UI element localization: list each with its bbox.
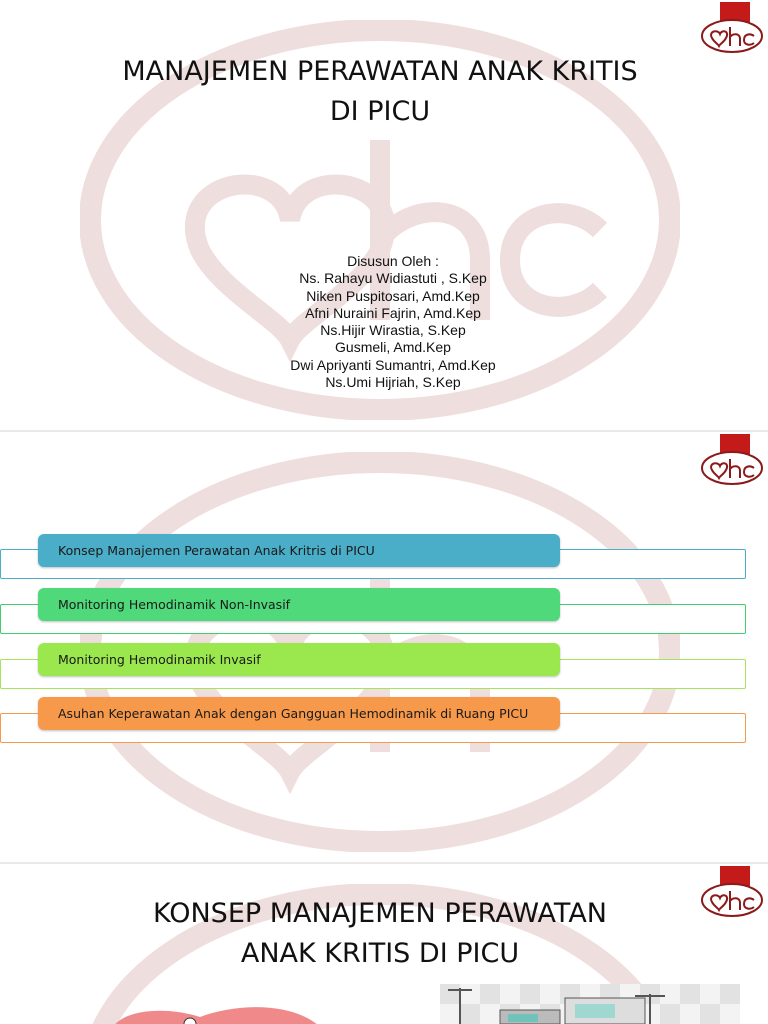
ihc-logo-icon	[700, 446, 764, 486]
slide-title	[0, 0, 768, 430]
outline-item-3[interactable]: Monitoring Hemodinamik Invasif	[38, 643, 560, 676]
author-list	[0, 253, 768, 391]
author-line: Dwi Apriyanti Sumantri, Amd.Kep	[290, 356, 496, 373]
outline-item-4[interactable]: Asuhan Keperawatan Anak dengan Gangguan Hemodinamik di Ruang PICU	[38, 697, 560, 730]
author-line: Disusun Oleh :	[347, 253, 439, 269]
ihc-logo	[700, 2, 764, 58]
ihc-logo	[700, 434, 764, 490]
slide-outline	[0, 432, 768, 862]
slide-section	[0, 864, 768, 1024]
author-line: Ns.Umi Hijriah, S.Kep	[325, 374, 461, 391]
title-line: KONSEP MANAJEMEN PERAWATAN	[153, 898, 607, 929]
author-line: Ns.Hijir Wirastia, S.Kep	[320, 322, 466, 339]
medical-equipment-icon	[440, 984, 740, 1024]
author-line: Afni Nuraini Fajrin, Amd.Kep	[305, 304, 481, 321]
author-line: Gusmeli, Amd.Kep	[335, 339, 451, 356]
title-line: ANAK KRITIS DI PICU	[240, 938, 520, 969]
title-line: MANAJEMEN PERAWATAN ANAK KRITIS	[122, 56, 638, 87]
outline-item-2[interactable]: Monitoring Hemodinamik Non-Invasif	[38, 588, 560, 621]
section-heading	[0, 894, 760, 974]
author-line: Niken Puspitosari, Amd.Kep	[306, 287, 480, 304]
author-line: Ns. Rahayu Widiastuti , S.Kep	[299, 270, 487, 287]
outline-item-1[interactable]: Konsep Manajemen Perawatan Anak Kritris di PICU	[38, 534, 560, 567]
ihc-logo-icon	[700, 14, 764, 54]
slide-title-heading	[0, 52, 760, 132]
title-line: DI PICU	[329, 96, 431, 127]
pink-illustration-icon	[110, 1002, 330, 1024]
